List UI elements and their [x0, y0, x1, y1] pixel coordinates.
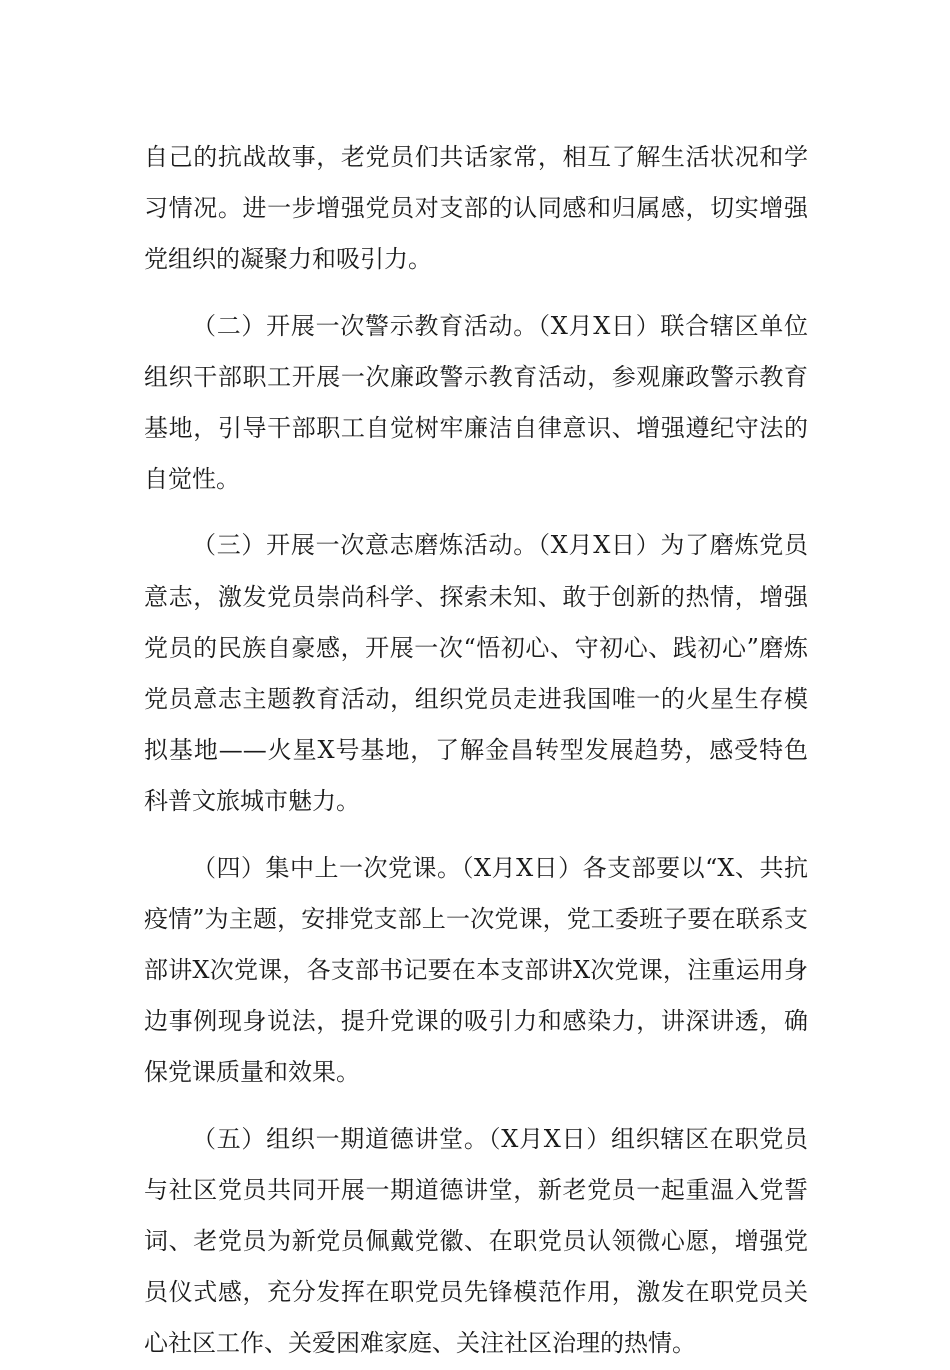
- paragraph-willpower-training: （三）开展一次意志磨炼活动。（X月X日）为了磨炼党员意志，激发党员崇尚科学、探索未知、敢于创新的热情，增强党员的民族自豪感，开展一次“悟初心、守初心、践初心”磨炼党员意志主题教育活动，组织党员走进我国唯一的火星生存模拟基地——火星X号基地，了解金昌转型发展趋势，感受特色科普文旅城市魅力。: [144, 531, 808, 816]
- paragraph-party-lecture: （四）集中上一次党课。（X月X日）各支部要以“X、共抗疫情”为主题，安排党支部上一次党课，党工委班子要在联系支部讲X次党课，各支部书记要在本支部讲X次党课，注重运用身边事例现身说法，提升党课的吸引力和感染力，讲深讲透，确保党课质量和效果。: [144, 853, 808, 1087]
- document-body: [144, 132, 808, 1370]
- paragraph-continuation: 自己的抗战故事，老党员们共话家常，相互了解生活状况和学习情况。进一步增强党员对支部的认同感和归属感，切实增强党组织的凝聚力和吸引力。: [144, 143, 808, 274]
- paragraph-morality-lecture: （五）组织一期道德讲堂。（X月X日）组织辖区在职党员与社区党员共同开展一期道德讲堂，新老党员一起重温入党誓词、老党员为新党员佩戴党徽、在职党员认领微心愿，增强党员仪式感，充分发挥在职党员先锋模范作用，激发在职党员关心社区工作、关爱困难家庭、关注社区治理的热情。: [144, 1124, 808, 1358]
- paragraph-warning-education: （二）开展一次警示教育活动。（X月X日）联合辖区单位组织干部职工开展一次廉政警示教育活动，参观廉政警示教育基地，引导干部职工自觉树牢廉洁自律意识、增强遵纪守法的自觉性。: [144, 311, 808, 494]
